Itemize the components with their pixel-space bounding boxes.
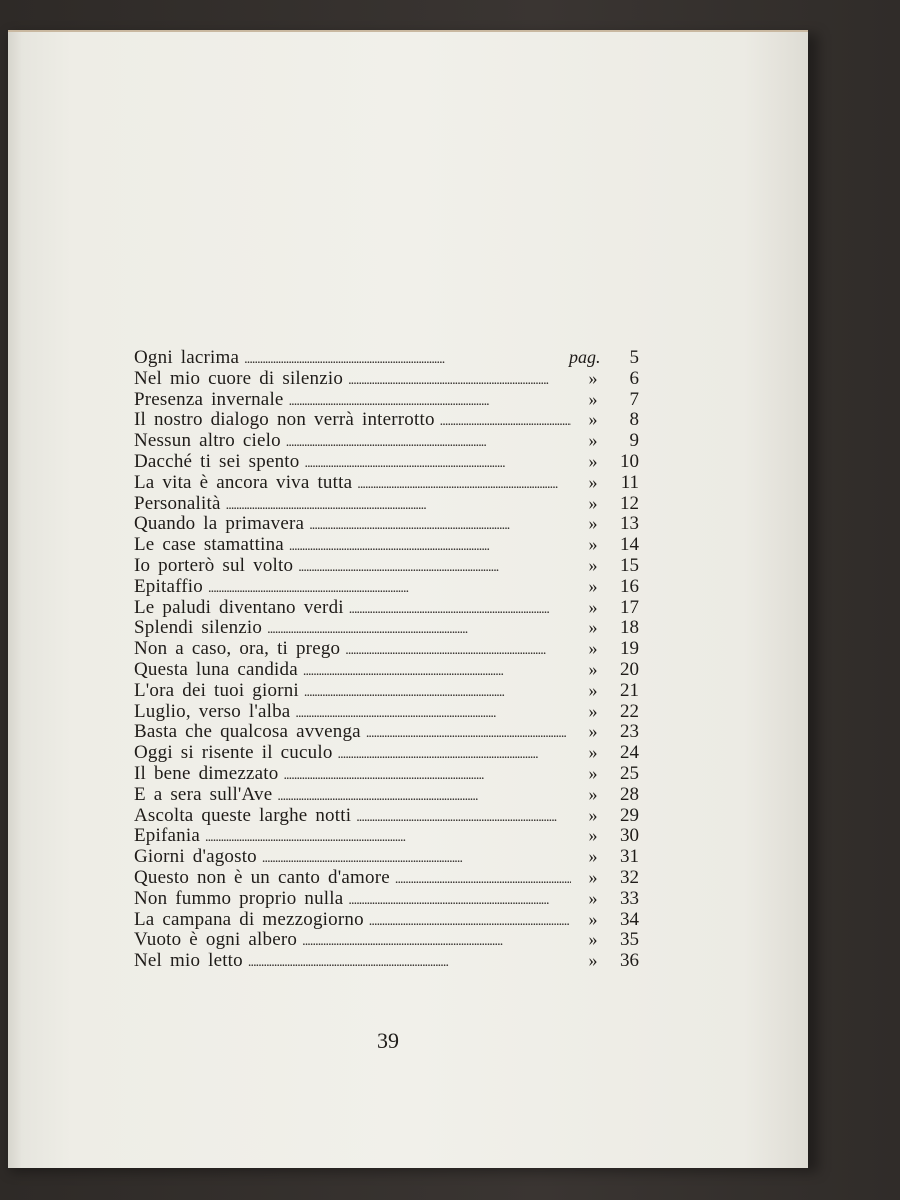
toc-entry-marker: » <box>588 866 598 887</box>
toc-entry-title: Nel mio letto <box>134 950 243 972</box>
table-of-contents <box>134 347 639 971</box>
toc-entry-page: 22 <box>620 700 639 722</box>
toc-entry <box>134 430 639 451</box>
toc-entry-page: 35 <box>620 929 639 951</box>
toc-entry-page: 23 <box>620 721 639 743</box>
toc-entry <box>134 950 639 971</box>
toc-entry <box>134 701 639 722</box>
toc-entry <box>134 368 639 389</box>
toc-entry-title: Non fummo proprio nulla <box>134 887 344 909</box>
dot-leader <box>356 808 571 829</box>
toc-entry-title: Nessun altro cielo <box>134 430 281 452</box>
toc-entry-marker: » <box>588 950 598 971</box>
toc-entry-page: 15 <box>620 554 639 576</box>
toc-entry-marker: pag. <box>569 347 601 367</box>
toc-entry-title: Nel mio cuore di silenzio <box>134 367 344 389</box>
toc-entry-page: 28 <box>620 783 639 805</box>
toc-entry <box>134 576 639 597</box>
toc-entry-marker: » <box>588 908 598 929</box>
toc-entry-marker: » <box>588 762 598 783</box>
toc-entry-title: Epifania <box>134 825 200 847</box>
toc-entry-page: 17 <box>620 596 639 618</box>
toc-entry <box>134 534 639 555</box>
toc-entry-marker: » <box>588 846 598 867</box>
dot-leader <box>440 412 571 433</box>
toc-entry <box>134 409 639 430</box>
toc-entry-marker: » <box>588 367 598 388</box>
toc-entry-title: Presenza invernale <box>134 388 284 410</box>
dot-leader <box>304 683 571 704</box>
toc-entry <box>134 617 639 638</box>
toc-entry-page: 14 <box>620 534 639 556</box>
toc-entry-page: 36 <box>620 950 639 972</box>
dot-leader <box>298 558 571 579</box>
dot-leader <box>369 912 571 933</box>
toc-entry <box>134 680 639 701</box>
toc-entry-marker: » <box>588 430 598 451</box>
toc-entry-title: Giorni d'agosto <box>134 846 257 868</box>
toc-entry-page: 32 <box>620 866 639 888</box>
toc-entry-marker: » <box>588 554 598 575</box>
toc-entry-title: La campana di mezzogiorno <box>134 908 364 930</box>
dot-leader <box>289 537 571 558</box>
toc-entry-title: Luglio, verso l'alba <box>134 700 291 722</box>
toc-entry-page: 25 <box>620 762 639 784</box>
book-page <box>8 30 808 1168</box>
dot-leader <box>366 724 571 745</box>
dot-leader <box>345 641 571 662</box>
toc-entry <box>134 638 639 659</box>
toc-entry-marker: » <box>588 929 598 950</box>
toc-entry <box>134 493 639 514</box>
page-gutter-shading <box>8 32 22 1168</box>
toc-entry-page: 12 <box>620 492 639 514</box>
toc-entry-page: 31 <box>620 846 639 868</box>
dot-leader <box>349 600 571 621</box>
toc-entry-marker: » <box>588 783 598 804</box>
toc-entry-page: 21 <box>620 679 639 701</box>
toc-entry-marker: » <box>588 513 598 534</box>
toc-entry-marker: » <box>588 638 598 659</box>
toc-entry <box>134 929 639 950</box>
toc-entry-marker: » <box>588 409 598 430</box>
toc-entry-page: 24 <box>620 742 639 764</box>
toc-entry <box>134 389 639 410</box>
dot-leader <box>248 953 571 974</box>
toc-entry <box>134 721 639 742</box>
toc-entry <box>134 763 639 784</box>
dot-leader <box>338 745 571 766</box>
toc-entry-page: 30 <box>620 825 639 847</box>
dot-leader <box>303 662 571 683</box>
toc-entry-title: Personalità <box>134 492 221 514</box>
page-number: 39 <box>377 1028 399 1053</box>
toc-entry-marker: » <box>588 492 598 513</box>
toc-entry-title: Le case stamattina <box>134 534 284 556</box>
toc-entry-title: Ogni lacrima <box>134 347 240 368</box>
toc-entry <box>134 784 639 805</box>
toc-entry-title: Quando la primavera <box>134 513 305 535</box>
toc-entry-title: L'ora dei tuoi giorni <box>134 679 299 701</box>
toc-entry-page: 7 <box>629 388 639 410</box>
toc-entry-title: Vuoto è ogni albero <box>134 929 298 951</box>
toc-entry-title: Non a caso, ora, ti prego <box>134 638 341 660</box>
toc-entry-marker: » <box>588 700 598 721</box>
toc-entry-marker: » <box>588 388 598 409</box>
dot-leader <box>357 475 571 496</box>
toc-entry-title: Ascolta queste larghe notti <box>134 804 352 826</box>
toc-entry-page: 5 <box>629 347 639 368</box>
toc-entry <box>134 867 639 888</box>
toc-entry-marker: » <box>588 596 598 617</box>
toc-entry-title: Questo non è un canto d'amore <box>134 866 390 888</box>
toc-entry-title: Il bene dimezzato <box>134 762 279 784</box>
toc-entry-title: Le paludi diventano verdi <box>134 596 344 618</box>
toc-entry <box>134 805 639 826</box>
dot-leader <box>286 433 571 454</box>
toc-entry-marker: » <box>588 721 598 742</box>
toc-entry-title: Il nostro dialogo non verrà interrotto <box>134 409 435 431</box>
dot-leader <box>283 766 571 787</box>
toc-entry-marker: » <box>588 679 598 700</box>
toc-entry <box>134 451 639 472</box>
toc-entry-marker: » <box>588 658 598 679</box>
toc-entry-page: 8 <box>629 409 639 431</box>
toc-entry <box>134 909 639 930</box>
toc-entry-marker: » <box>588 742 598 763</box>
toc-entry <box>134 825 639 846</box>
toc-entry-title: Dacché ti sei spento <box>134 450 300 472</box>
dot-leader <box>348 371 571 392</box>
toc-entry-page: 16 <box>620 575 639 597</box>
toc-entry-page: 13 <box>620 513 639 535</box>
toc-entry-page: 19 <box>620 638 639 660</box>
toc-entry-marker: » <box>588 450 598 471</box>
toc-entry-title: Splendi silenzio <box>134 617 263 639</box>
dot-leader <box>205 828 571 849</box>
toc-entry <box>134 513 639 534</box>
toc-entry-page: 6 <box>629 367 639 389</box>
toc-entry-page: 18 <box>620 617 639 639</box>
toc-entry <box>134 597 639 618</box>
toc-entry-marker: » <box>588 825 598 846</box>
toc-entry-page: 34 <box>620 908 639 930</box>
toc-entry-page: 11 <box>620 471 639 493</box>
toc-entry-title: La vita è ancora viva tutta <box>134 471 353 493</box>
toc-entry-page: 9 <box>629 430 639 452</box>
toc-entry <box>134 347 639 368</box>
toc-entry-marker: » <box>588 804 598 825</box>
dot-leader <box>302 932 571 953</box>
toc-entry <box>134 555 639 576</box>
toc-entry-marker: » <box>588 617 598 638</box>
toc-entry-marker: » <box>588 471 598 492</box>
dot-leader <box>348 891 571 912</box>
toc-entry-page: 29 <box>620 804 639 826</box>
toc-entry <box>134 846 639 867</box>
toc-entry <box>134 742 639 763</box>
toc-entry-title: Oggi si risente il cuculo <box>134 742 333 764</box>
toc-entry-marker: » <box>588 887 598 908</box>
toc-entry-marker: » <box>588 534 598 555</box>
toc-entry <box>134 659 639 680</box>
toc-entry-page: 10 <box>620 450 639 472</box>
dot-leader <box>309 516 571 537</box>
dot-leader <box>395 870 571 891</box>
toc-entry-title: Basta che qualcosa avvenga <box>134 721 361 743</box>
toc-entry <box>134 472 639 493</box>
toc-entry-page: 20 <box>620 658 639 680</box>
toc-entry-page: 33 <box>620 887 639 909</box>
toc-entry-marker: » <box>588 575 598 596</box>
toc-entry-title: Epitaffio <box>134 575 203 597</box>
toc-entry-title: Io porterò sul volto <box>134 554 294 576</box>
toc-entry-title: Questa luna candida <box>134 658 298 680</box>
toc-entry-title: E a sera sull'Ave <box>134 783 273 805</box>
toc-entry <box>134 888 639 909</box>
